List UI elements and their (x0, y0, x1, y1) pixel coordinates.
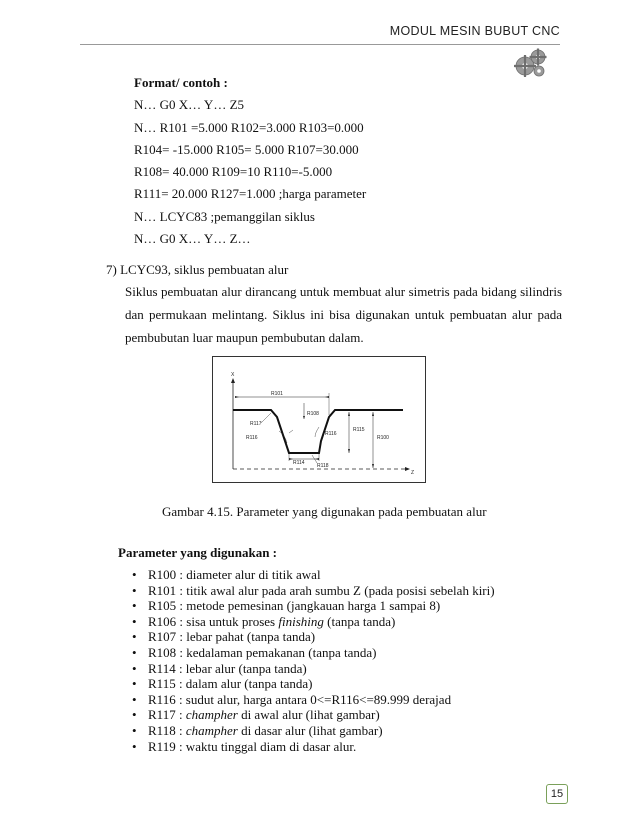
r115-label: R115 (353, 427, 365, 433)
list-item: • R106 : sisa untuk proses finishing (tanpa tanda) (130, 614, 495, 630)
format-example-block (134, 72, 366, 250)
code-line: R108= 40.000 R109=10 R110=-5.000 (134, 164, 333, 180)
running-header: MODUL MESIN BUBUT CNC (389, 24, 560, 38)
list-item: • R118 : champher di dasar alur (lihat gambar) (130, 723, 495, 739)
r101-label: R101 (271, 391, 283, 397)
header-rule (80, 44, 560, 45)
code-line: N… G0 X… Y… Z5 (134, 97, 245, 113)
page-number: 15 (546, 784, 568, 804)
list-item: • R100 : diameter alur di titik awal (130, 567, 495, 583)
list-item: • R119 : waktu tinggal diam di dasar alur. (130, 739, 495, 755)
r118-label: R118 (317, 463, 329, 469)
r116-right-label: R116 (325, 431, 337, 437)
list-item: • R108 : kedalaman pemakanan (tanpa tanda) (130, 645, 495, 661)
section-paragraph (125, 280, 562, 349)
x-axis-arrow (231, 378, 235, 383)
code-line: N… R101 =5.000 R102=3.000 R103=0.000 (134, 119, 364, 135)
r108-label: R108 (307, 411, 319, 417)
list-item: • R116 : sudut alur, harga antara 0<=R116<=89.999 derajad (130, 692, 495, 708)
list-item: • R105 : metode pemesinan (jangkauan harga 1 sampai 8) (130, 598, 495, 614)
r117-label: R117 (250, 421, 262, 427)
r114-label: R114 (293, 460, 305, 466)
section-heading: 7) LCYC93, siklus pembuatan alur (106, 262, 289, 277)
code-line: R104= -15.000 R105= 5.000 R107=30.000 (134, 141, 359, 157)
paragraph-line: Siklus pembuatan alur dirancang untuk membuat alur simetris pada bidang silindris (125, 284, 562, 299)
code-line: N… LCYC83 ;pemanggilan siklus (134, 208, 315, 224)
list-item: • R114 : lebar alur (tanpa tanda) (130, 661, 495, 677)
r116-left-label: R116 (246, 435, 258, 441)
code-line: R111= 20.000 R127=1.000 ;harga parameter (134, 186, 367, 202)
paragraph-line: pembubutan luar maupun pembubutan dalam. (125, 330, 364, 345)
paragraph-line: dan permukaan melintang. Siklus ini bisa digunakan untuk pembuatan alur pada (125, 307, 562, 322)
z-axis-label: Z (411, 470, 415, 476)
parameters-title: Parameter yang digunakan : (118, 545, 278, 560)
figure-caption: Gambar 4.15. Parameter yang digunakan pada pembuatan alur (162, 504, 487, 519)
parameters-list (130, 567, 495, 754)
groove-diagram (212, 356, 426, 483)
list-item: • R117 : champher di awal alur (lihat gambar) (130, 707, 495, 723)
code-line: N… G0 X… Y… Z… (134, 231, 251, 247)
list-item: • R107 : lebar pahat (tanpa tanda) (130, 629, 495, 645)
list-item: • R101 : titik awal alur pada arah sumbu Z (pada posisi sebelah kiri) (130, 583, 495, 599)
gears-icon (512, 46, 550, 80)
list-item: • R115 : dalam alur (tanpa tanda) (130, 676, 495, 692)
x-axis-label: X (231, 372, 235, 378)
z-axis-arrow (405, 467, 410, 471)
format-title: Format/ contoh : (134, 75, 228, 90)
r100-label: R100 (377, 435, 389, 441)
